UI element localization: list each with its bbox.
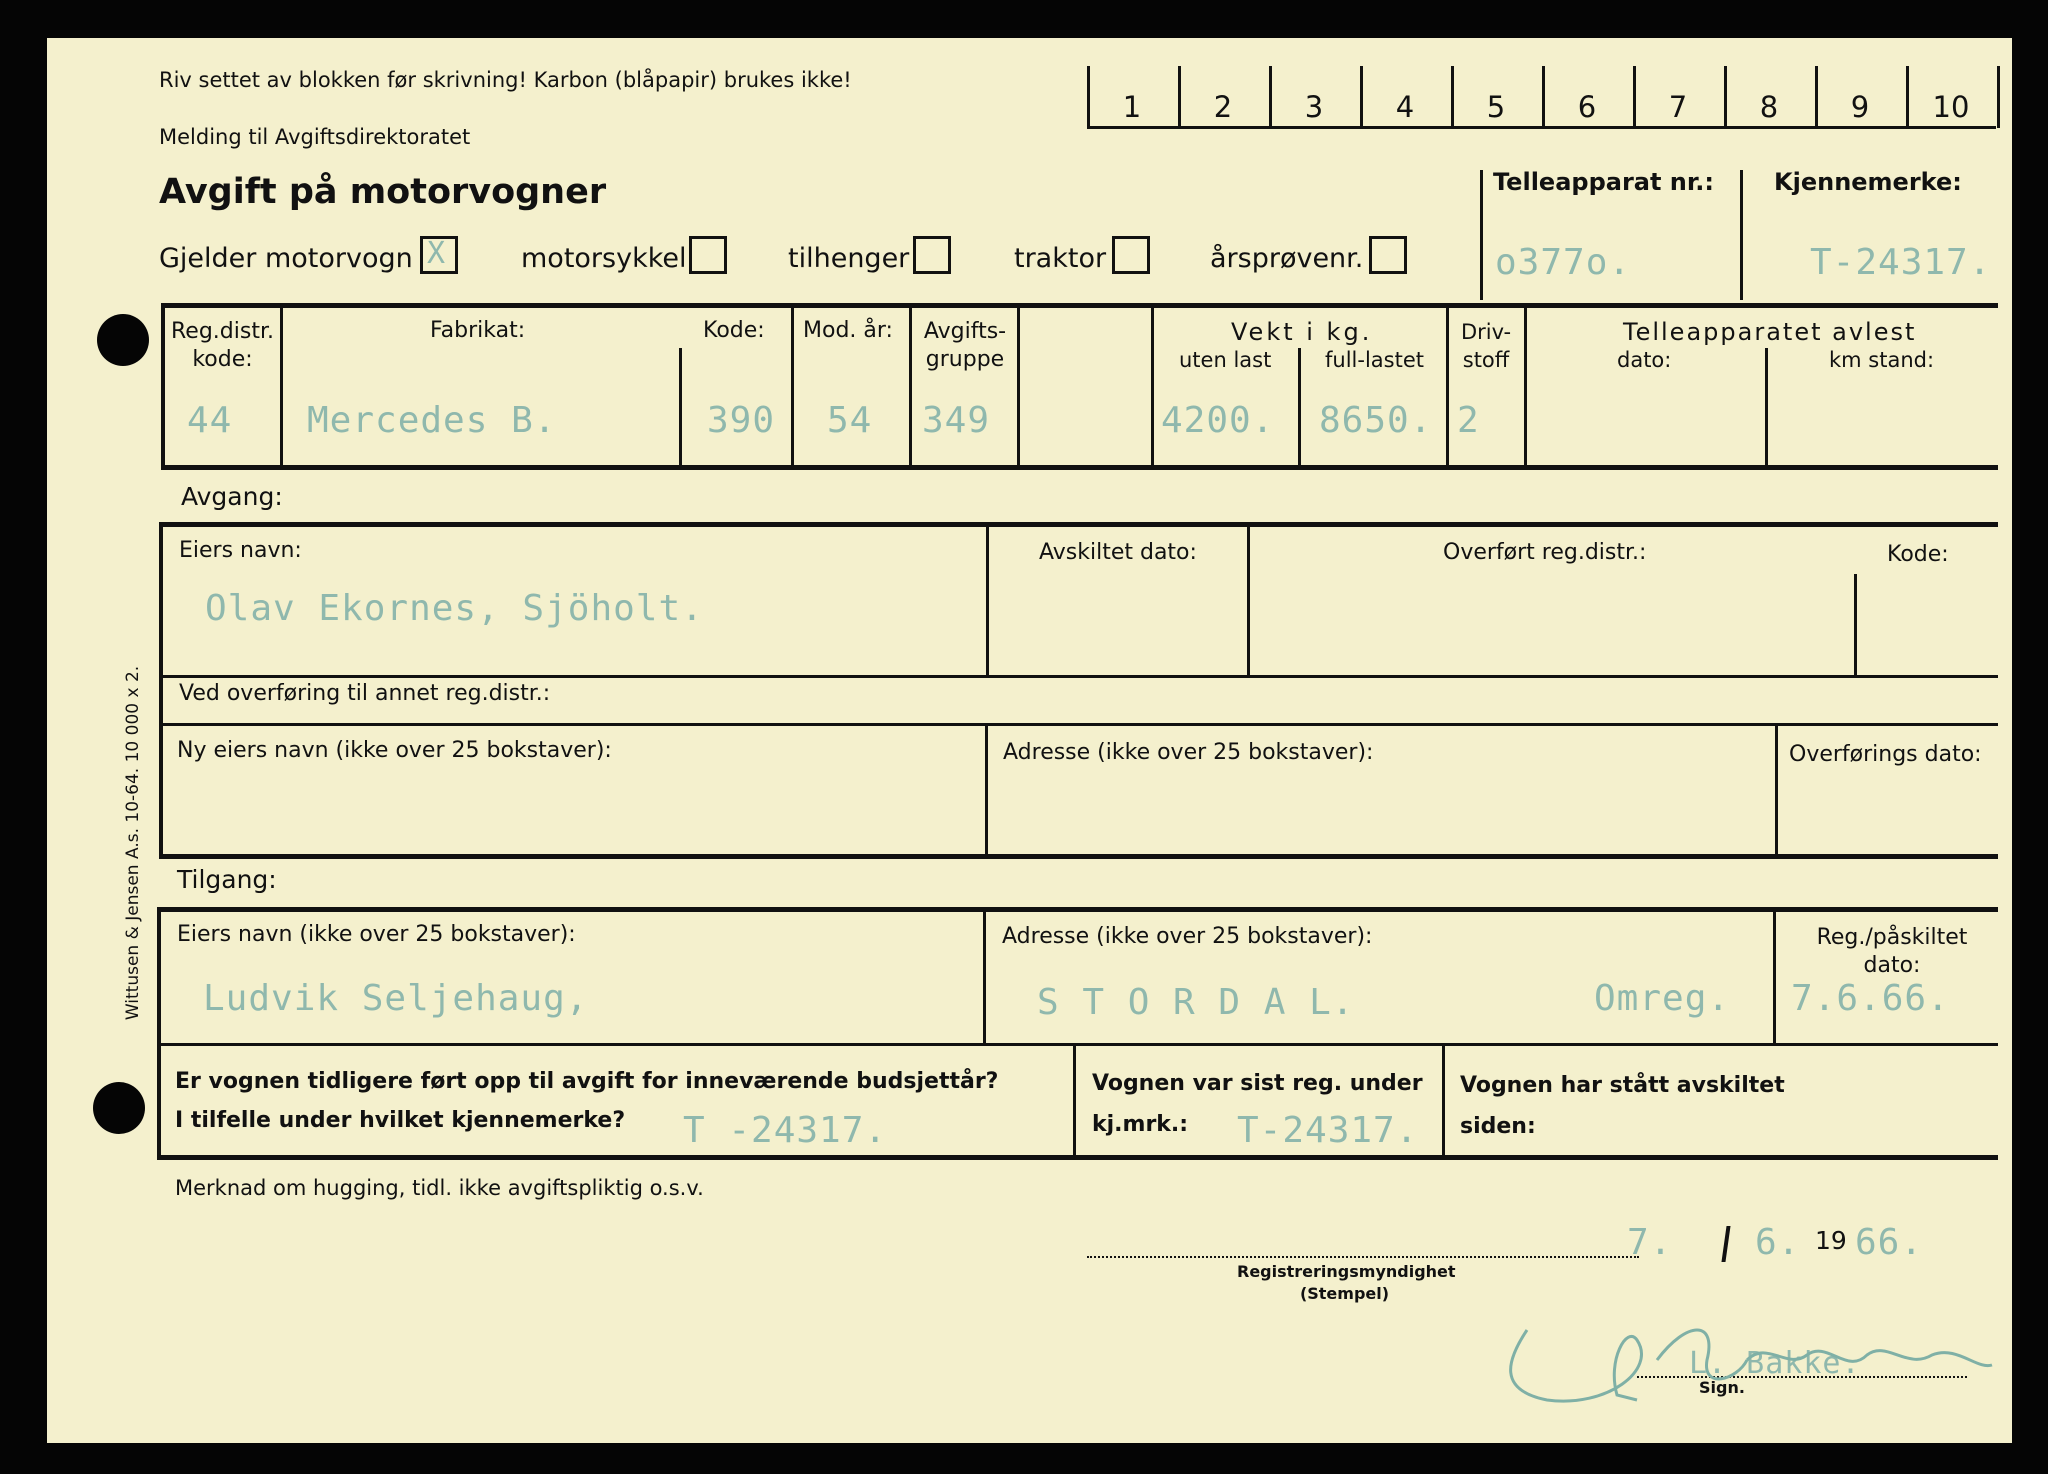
motorvogn-checkbox[interactable]: X bbox=[420, 236, 458, 274]
authority-dotted-line bbox=[1087, 1256, 1639, 1258]
departure-section-label: Avgang: bbox=[181, 482, 283, 511]
code-value: 390 bbox=[707, 400, 776, 441]
registration-label: Kjennemerke: bbox=[1774, 168, 1962, 196]
column-number: 8 bbox=[1759, 90, 1779, 124]
fuel-value: 2 bbox=[1457, 400, 1480, 441]
fuel-label: Driv-stoff bbox=[1460, 320, 1512, 372]
make-label: Fabrikat: bbox=[430, 318, 526, 343]
authority-label: Registreringsmyndighet bbox=[1237, 1262, 1456, 1281]
unladen-value: 4200. bbox=[1161, 400, 1275, 441]
handwritten-signature bbox=[1487, 1300, 2007, 1430]
previous-plate-question: I tilfelle under hvilket kjennemerke? bbox=[175, 1108, 626, 1133]
counter-date-label: dato: bbox=[1617, 348, 1672, 372]
transferred-label: Overført reg.distr.: bbox=[1443, 540, 1647, 565]
stood-deregistered-label: Vognen har stått avskiltet bbox=[1460, 1073, 1785, 1098]
column-number: 3 bbox=[1304, 90, 1324, 124]
arrival-owner-value: Ludvik Seljehaug, bbox=[203, 978, 589, 1019]
arrival-address-label: Adresse (ikke over 25 bokstaver): bbox=[1002, 924, 1373, 949]
tilhenger-label: tilhenger bbox=[788, 243, 910, 274]
column-number: 2 bbox=[1213, 90, 1233, 124]
departure-address-label: Adresse (ikke over 25 bokstaver): bbox=[1003, 740, 1374, 765]
departure-owner-value: Olav Ekornes, Sjöholt. bbox=[205, 588, 704, 629]
deregistered-label: Avskiltet dato: bbox=[1039, 540, 1197, 565]
footer-year-suffix: 66. bbox=[1855, 1222, 1924, 1263]
new-owner-label: Ny eiers navn (ikke over 25 bokstaver): bbox=[177, 738, 612, 763]
footer-date-month: 6. bbox=[1755, 1222, 1801, 1263]
transfer-note-label: Ved overføring til annet reg.distr.: bbox=[179, 681, 551, 706]
arsprovenr-label: årsprøvenr. bbox=[1210, 243, 1364, 274]
printer-imprint: Wittusen & Jensen A.s. 10-64. 10 000 x 2. bbox=[123, 665, 143, 1021]
code-label: Kode: bbox=[703, 318, 765, 343]
motorsykkel-checkbox[interactable] bbox=[689, 236, 727, 274]
make-value: Mercedes B. bbox=[307, 400, 557, 441]
stood-since-prefix: siden: bbox=[1460, 1114, 1536, 1139]
motorsykkel-label: motorsykkel bbox=[521, 243, 687, 274]
tax-form-card bbox=[47, 38, 2012, 1443]
date-separator bbox=[1721, 1226, 1730, 1262]
column-number: 7 bbox=[1668, 90, 1688, 124]
form-title: Avgift på motorvogner bbox=[159, 172, 607, 212]
sign-label: Sign. bbox=[1699, 1378, 1745, 1397]
weight-label: Vekt i kg. bbox=[1231, 318, 1373, 346]
remark-label: Merknad om hugging, tidl. ikke avgiftspliktig o.s.v. bbox=[175, 1176, 704, 1200]
traktor-checkbox[interactable] bbox=[1112, 236, 1150, 274]
column-number: 1 bbox=[1122, 90, 1142, 124]
last-reg-prefix: kj.mrk.: bbox=[1092, 1112, 1189, 1137]
arrival-owner-label: Eiers navn (ikke over 25 bokstaver): bbox=[177, 922, 576, 947]
counter-value: o377o. bbox=[1495, 242, 1632, 283]
model-year-value: 54 bbox=[827, 400, 873, 441]
previous-plate-value: T -24317. bbox=[683, 1110, 888, 1151]
last-reg-value: T-24317. bbox=[1237, 1110, 1419, 1151]
fee-group-value: 349 bbox=[922, 400, 991, 441]
counter-read-label: Telleapparatet avlest bbox=[1623, 318, 1917, 346]
unladen-label: uten last bbox=[1179, 348, 1272, 372]
previous-fee-question: Er vognen tidligere ført opp til avgift for inneværende budsjettår? bbox=[175, 1069, 999, 1094]
last-reg-label: Vognen var sist reg. under bbox=[1092, 1071, 1423, 1096]
punch-hole-bottom bbox=[93, 1082, 145, 1134]
column-number: 6 bbox=[1577, 90, 1597, 124]
tilhenger-checkbox[interactable] bbox=[913, 236, 951, 274]
transfer-date-label: Overførings dato: bbox=[1789, 742, 1982, 767]
column-number: 10 bbox=[1932, 90, 1970, 124]
arsprovenr-checkbox[interactable] bbox=[1369, 236, 1407, 274]
column-number: 9 bbox=[1850, 90, 1870, 124]
signer-name: L. Bakke. bbox=[1689, 1346, 1861, 1381]
plated-date-value: 7.6.66. bbox=[1791, 978, 1950, 1019]
punch-hole-top bbox=[97, 314, 149, 366]
plated-date-label: Reg./påskiltet dato: bbox=[1816, 925, 1968, 978]
departure-owner-label: Eiers navn: bbox=[179, 538, 302, 563]
counter-label: Telleapparat nr.: bbox=[1493, 168, 1715, 196]
arrival-address-value: S T O R D A L. bbox=[1037, 982, 1355, 1023]
registration-value: T-24317. bbox=[1810, 242, 1992, 283]
laden-value: 8650. bbox=[1319, 400, 1433, 441]
model-year-label: Mod. år: bbox=[803, 318, 893, 343]
column-number: 5 bbox=[1486, 90, 1506, 124]
traktor-label: traktor bbox=[1014, 243, 1107, 274]
column-number: 4 bbox=[1395, 90, 1415, 124]
applies-label: Gjelder motorvogn bbox=[159, 243, 413, 274]
fee-group-label: Avgifts-gruppe bbox=[923, 319, 1007, 372]
arrival-section-label: Tilgang: bbox=[177, 865, 277, 894]
reg-distr-value: 44 bbox=[187, 400, 233, 441]
departure-code-label: Kode: bbox=[1887, 542, 1949, 567]
stamp-label: (Stempel) bbox=[1299, 1284, 1390, 1303]
instruction-text: Riv settet av blokken før skrivning! Karbon (blåpapir) brukes ikke! bbox=[159, 68, 852, 92]
recipient-text: Melding til Avgiftsdirektoratet bbox=[159, 125, 471, 149]
column-number-divider bbox=[1997, 66, 2000, 128]
reg-distr-label: Reg.distr. kode: bbox=[171, 319, 274, 372]
laden-label: full-lastet bbox=[1325, 348, 1424, 372]
footer-year-prefix: 19 bbox=[1815, 1226, 1847, 1255]
footer-date-day: 7. bbox=[1627, 1222, 1673, 1263]
km-stand-label: km stand: bbox=[1829, 348, 1935, 372]
arrival-address-note: Omreg. bbox=[1594, 978, 1731, 1019]
